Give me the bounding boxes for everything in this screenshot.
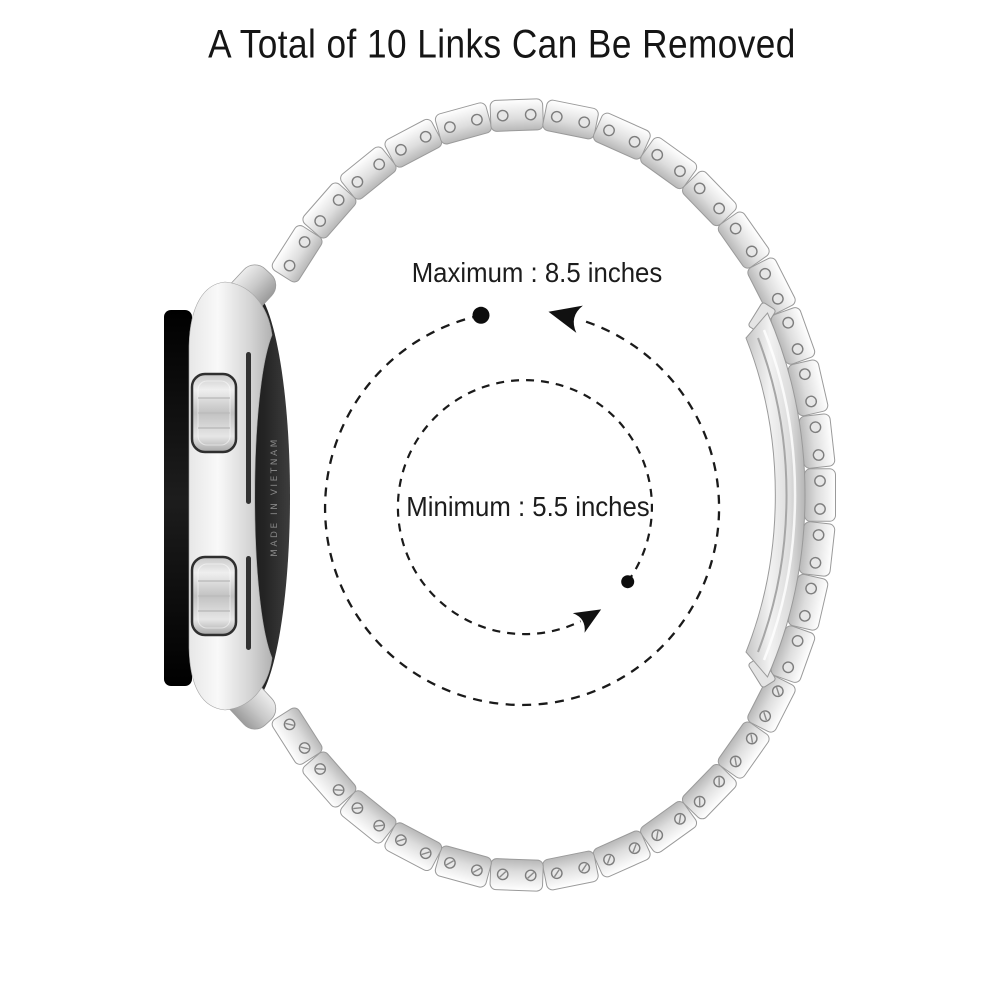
link-pin — [815, 476, 825, 486]
watch-side-slit-upper — [246, 352, 251, 504]
band-link — [591, 829, 652, 879]
minimum-size-label: Minimum : 5.5 inches — [406, 491, 650, 522]
link-pin — [813, 449, 824, 460]
watch-engraving: MADE IN VIETNAM — [270, 437, 280, 557]
watch-button-upper — [192, 374, 236, 452]
link-pin — [815, 504, 825, 514]
maximum-size-label: Maximum : 8.5 inches — [411, 257, 663, 288]
link-pin — [810, 421, 821, 432]
link-pin — [810, 557, 821, 568]
band-link — [490, 858, 544, 891]
band-link — [805, 469, 836, 522]
outer-arrow-icon — [545, 298, 583, 333]
band-link — [490, 99, 544, 132]
watch-side-slit-lower — [246, 556, 251, 650]
watch-side-view — [164, 259, 290, 736]
band-link — [434, 101, 493, 145]
outer-circle-dot — [473, 307, 490, 324]
band-link — [434, 845, 493, 889]
inner-arrow-icon — [573, 600, 607, 633]
band-link — [542, 99, 600, 140]
page-title: A Total of 10 Links Can Be Removed — [208, 22, 796, 67]
watch-button-lower — [192, 557, 236, 635]
band-link — [542, 850, 600, 891]
inner-circle-dot — [621, 575, 634, 588]
link-pin — [813, 529, 824, 540]
link-pin — [525, 109, 536, 120]
link-pin — [497, 110, 508, 121]
watch-back-cover — [164, 310, 192, 686]
